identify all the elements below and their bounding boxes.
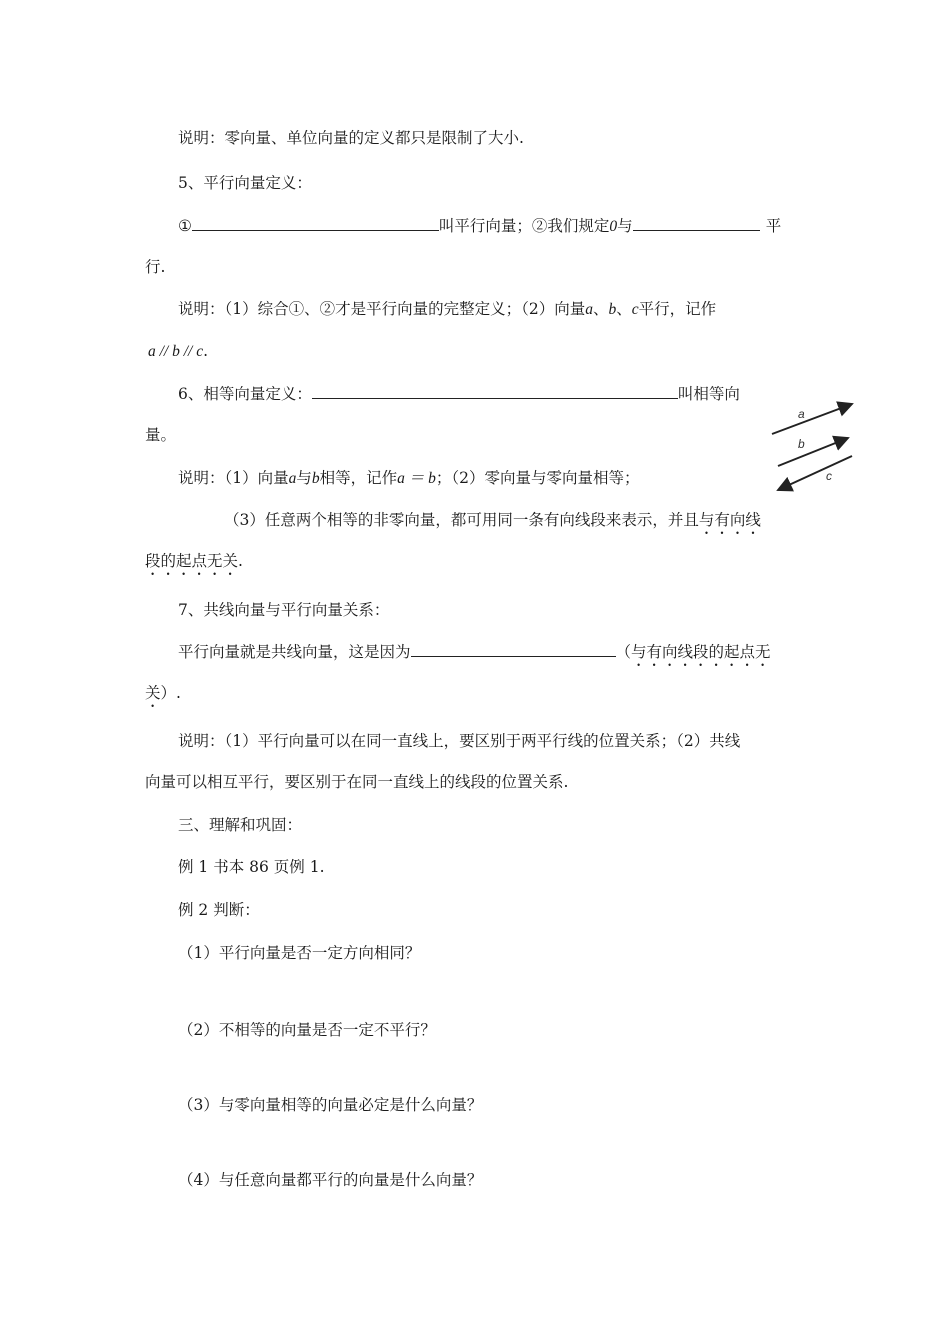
with-text: 与 <box>617 217 633 235</box>
parallel-note-text-2: 平行，记作 <box>638 300 717 318</box>
fill-blank-3 <box>312 382 678 399</box>
open-paren: （ <box>615 643 632 661</box>
with-text: 与 <box>296 469 312 487</box>
period: . <box>203 342 209 360</box>
section6-heading: 6、相等向量定义： <box>178 385 312 403</box>
question-3: （3）与零向量相等的向量必定是什么向量？ <box>178 1096 483 1114</box>
period: . <box>238 552 243 570</box>
fill-blank-2 <box>633 214 760 231</box>
example-2: 例 2 判断： <box>178 901 260 919</box>
parallel-definition-cont: 行. <box>145 258 166 276</box>
vector-c: c <box>631 301 639 318</box>
vector-a: a <box>288 470 297 487</box>
emphasis-text: 关 <box>145 684 161 702</box>
parallel-mid-text: 叫平行向量；②我们规定 <box>438 217 610 235</box>
label-c: c <box>826 469 832 483</box>
parallel-note-line <box>178 298 716 321</box>
collinear-note-2: 向量可以相互平行，要区别于在同一直线上的线段的位置关系. <box>145 773 569 791</box>
vector-a: a <box>585 301 593 318</box>
vector-a-arrow <box>772 404 852 434</box>
parallel-notation-line <box>148 340 208 363</box>
section7-heading: 7、共线向量与平行向量关系： <box>178 601 390 619</box>
parallel-note-text: 说明：（1）综合①、②才是平行向量的完整定义；（2）向量 <box>178 300 586 318</box>
label-b: b <box>798 437 805 451</box>
section3-heading: 三、理解和巩固： <box>178 816 303 834</box>
note-zero-unit-vector: 说明：零向量、单位向量的定义都只是限制了大小. <box>178 129 524 147</box>
fill-blank-4 <box>411 640 616 657</box>
collinear-pre: 平行向量就是共线向量，这是因为 <box>178 643 411 661</box>
collinear-cont <box>145 682 181 711</box>
equal-definition-line <box>178 382 740 405</box>
circle-one: ① <box>178 217 192 235</box>
example-1: 例 1 书本 86 页例 1. <box>178 858 325 876</box>
parallel-definition-line <box>178 214 781 238</box>
emphasis-text: 与有向线 <box>698 511 761 529</box>
parallel-end-text: 平 <box>765 217 782 235</box>
emphasis-text: 段的起点无关 <box>145 552 239 570</box>
equal-definition-cont: 量。 <box>145 426 177 444</box>
equal-note3-line <box>224 509 761 538</box>
equal-note-line <box>178 467 640 490</box>
separator: 、 <box>616 300 632 318</box>
collinear-note-1: 说明：（1）平行向量可以在同一直线上，要区别于两平行线的位置关系；（2）共线 <box>178 732 741 750</box>
zero-vector-symbol: 0 <box>609 218 618 235</box>
collinear-line <box>178 640 771 670</box>
equal-notation: a ＝ b <box>397 470 436 487</box>
equal-after-text: 叫相等向 <box>677 385 740 403</box>
equal-note-rest: ；（2）零向量与零向量相等； <box>435 469 640 487</box>
equal-note-pre: 说明：（1）向量 <box>178 469 289 487</box>
vector-b: b <box>608 301 617 318</box>
equal-note-mid: 相等，记作 <box>319 469 398 487</box>
close-paren: ）. <box>160 684 181 702</box>
label-a: a <box>798 407 805 421</box>
emphasis-text: 与有向线段的起点无 <box>631 643 771 661</box>
equal-note3-cont <box>145 550 243 579</box>
parallel-vectors-figure <box>768 392 860 494</box>
question-4: （4）与任意向量都平行的向量是什么向量？ <box>178 1171 483 1189</box>
parallel-notation: a // b // c <box>148 343 204 360</box>
equal-note3-text: （3）任意两个相等的非零向量，都可用同一条有向线段来表示，并且 <box>224 511 699 529</box>
fill-blank-1 <box>192 214 439 231</box>
vector-b: b <box>311 470 320 487</box>
separator: 、 <box>592 300 609 318</box>
section5-heading: 5、平行向量定义： <box>178 174 312 192</box>
question-1: （1）平行向量是否一定方向相同？ <box>178 944 421 962</box>
question-2: （2）不相等的向量是否一定不平行？ <box>178 1021 436 1039</box>
